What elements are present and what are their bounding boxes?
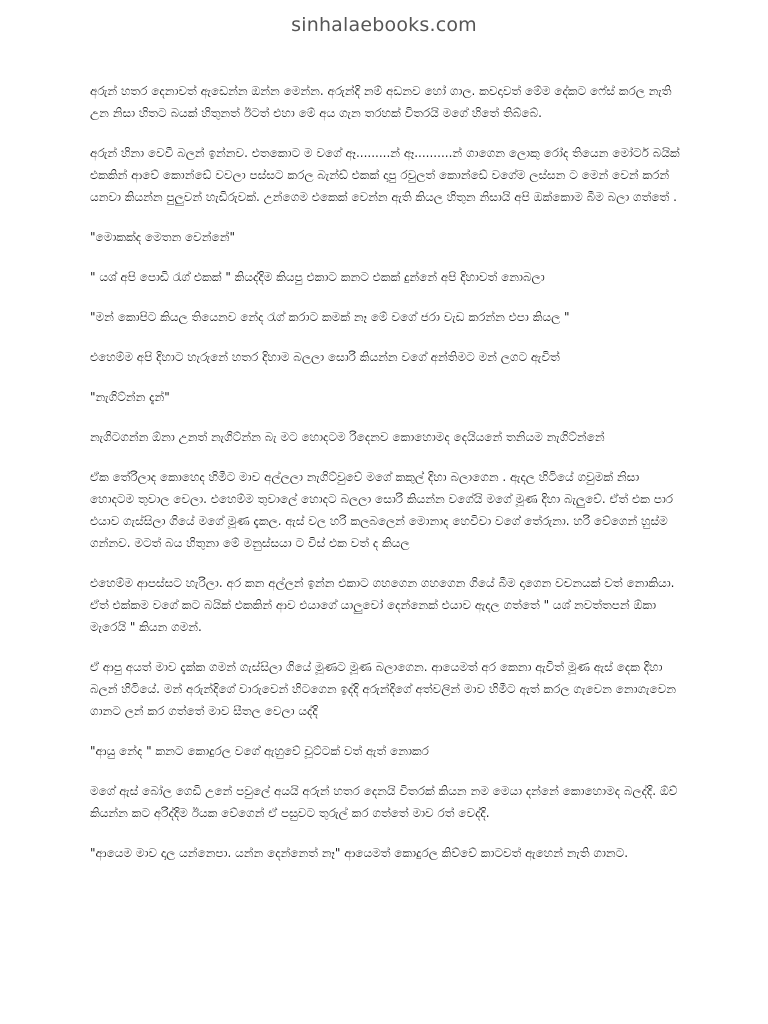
paragraph-10: එහෙම්ම ආපස්සට හැරිලා. අර කන අල්ලන් ඉන්න එකාට ගහගෙන ගහගෙන ගියේ බීම දාගෙන වචනයක් වත් නොකියා. ඒත් එක්කම වගේ කට බයික් එකකින් ආව එයාගේ යාලුවෝ දෙන්නෙක් එයාව ඇදල ගත්තේ " යශ් නවත්තපන් ඕකා මැරෙයි " කියන ගමන්. [90,576,675,634]
paragraph-2: අරුන් හිනා වෙවී බලන් ඉන්නව. එතකොට ම වගේ ඈ.........න් ඈ..........න් ගාගෙන ලොකු රෝද තියෙන මෝටර් බයික් එකකින් ආවේ කොන්ඩේ වවලා පස්සට කරල බැන්ඩ් එකක් දාපු රවුලත් කොන්ඩේ වගේම ලස්සන ට මෙන් වෙන් කරන් යනවා කියන්න පුලුවන් හැඩිරුවක්. උන්ගෙම එකෙක් වෙන්න ඇති කියල හිතුන නිසායි අපි ඔක්කොම බීම බලා ගත්තේ . [90,146,680,204]
paragraph-6: එහෙම්ම අපි දිහාට හැරුනේ හතර දිහාම බලලා සොරි කියන්න වගේ අන්තිමට මන් ලගට ඇවිත් [90,350,560,364]
paragraph-1: අරුන් හතර දෙනාවත් ඇඩෙන්න ඔන්න මෙන්න. අරුන්දි නම් අඩනව හෝ ගාල. කවදාවත් මේම දේකට ෆේස් කරල නැති උන නිසා හිතට බයක් හිතුනත් ඊටත් එහා මේ අය ගැන තරහක් විතරයි මගේ හිතේ තිබ්බේ. [90,84,672,120]
paragraph-14: "ආයෙම මාව දාල යන්නෙපා. යන්න දෙන්නෙත් නෑ" ආයෙමත් කොදුරල කිව්වේ කාටවත් ඇහෙන් නැති ගානට. [90,846,629,860]
document-body [90,80,682,882]
paragraph-4: " යශ් අපි පොඩි රැග් එකක් " කියද්දිම කියපු එකාට කනට එකක් දුන්නේ අපි දිහාවත් නොබලා [90,270,545,284]
paragraph-11: ඒ ආපු අයත් මාව දැක්ක ගමන් ගැස්සිලා ගියේ මූණට මූණ බලාගෙන. ආයෙමත් අර කෙනා ඇවිත් මූණ ඇස් දෙක දිහා බලන් හිටියේ. මන් අරුන්දිගේ වාරුවෙන් හිටගෙන ඉද්දි අරුන්දිගේ අත්වලින් මාව හිමීට ඇත් කරල ගැවෙන නොගැවෙන ගානට ලන් කර ගත්තේ මාව සීතල වෙලා යද්දි [90,660,677,718]
paragraph-5: "මන් කොපිට කියල තියෙනව නේද රැග් කරාට කමක් නෑ මේ වගේ ජරා වැඩ කරන්න එපා කියල " [90,310,570,324]
site-header [0,14,768,36]
paragraph-7: "නැගිට්න්න දැන්" [90,390,170,404]
paragraph-12: "ආයු නේද " කනට කොදුරල වගේ ඇහුවේ චූට්ටක් වත් ඇත් නොකර [90,744,429,758]
paragraph-8: නැගිටගන්න ඕනා උනත් නැගිට්න්න බැ මට හොදටම රිදෙනව කොහොමද දෙයියනේ තනියම නැගිට්න්නේ [90,430,605,444]
paragraph-9: ඒක තේරිලාද කොහෙද හිමීට මාව අල්ලලා නැගිට්වුවේ මගේ කකුල් දිහා බලාගෙන . ඇදල හිටියේ ගවුමක් නිසා හොදටම තුවාල වෙලා. එහෙම්ම තුවාලේ හොදට බලලා සොරි කියන්න වගේයි මගේ මූණ දිහා බැලුවේ. ඒත් එක පාර එයාව ගැස්සිලා ගියේ මගේ මූණ දැකල. ඇස් වල හරි කලබලෙන් මොනාද හෙවිවා වගේ තේරුනා. හරි වේගෙන් හුස්ම ගන්නව. මටත් බය හිතුනා මේ මනුස්සයා ට විස් එක වත් ද කියල [90,470,674,550]
paragraph-13: මගේ ඇස් බෝල ගෙඩි උනේ පවුලේ අයයි අරුන් හතර දෙනයි විතරක් කියන නම මෙයා දන්නේ කොහොමද බලද්දි. ඕව් කියන්න කට අරිද්දිම ඊයක වේගෙන් ඒ පසුවට තුරුල් කර ගත්තේ මාව රත් වෙද්දි. [90,784,678,820]
site-name: sinhalaebooks.com [291,14,477,36]
paragraph-3: "මොකක්ද මෙතන වෙන්නේ" [90,230,235,244]
